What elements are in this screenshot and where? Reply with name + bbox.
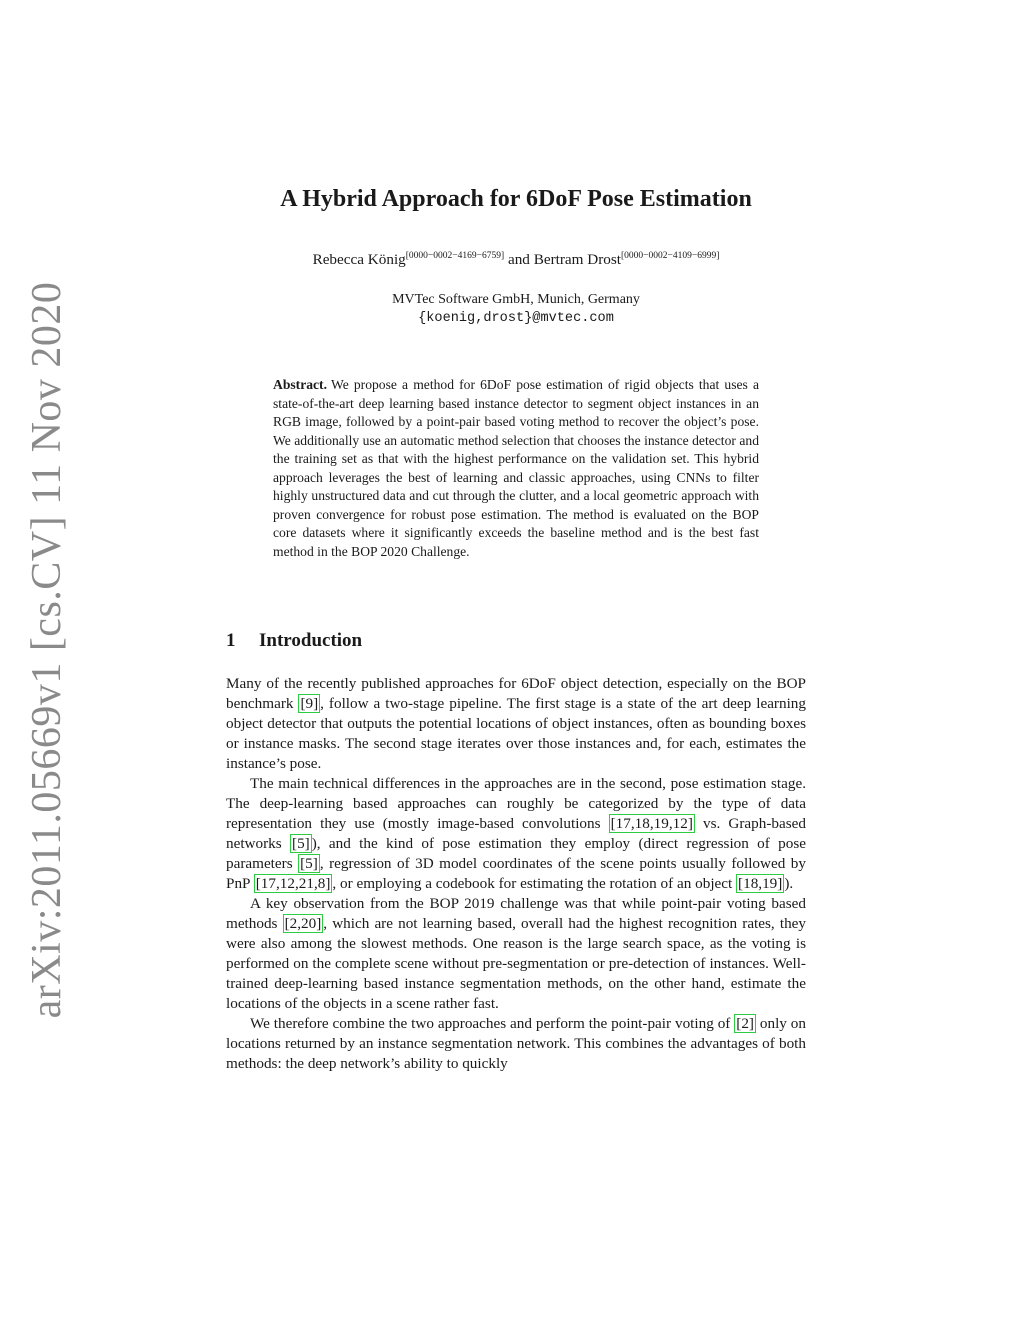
citation-link[interactable]: [17,12,21,8] [255, 875, 331, 892]
author-1-orcid[interactable]: [0000−0002−4169−6759] [405, 251, 505, 261]
paper-title: A Hybrid Approach for 6DoF Pose Estimation [280, 186, 752, 212]
intro-body [226, 674, 806, 1074]
p3-text-2: , which are not learning based, overall had the highest recognition rates, they were also among the slowest methods. One reason is the large search space, as the voting is performed on the complete scene without pre-segmentation or pre-detection of instances. Well-trained deep-learning based instance segmentation methods, on the other hand, estimate the locations of the objects in a scene rather fast. [226, 915, 806, 1012]
arxiv-identifier: arXiv:2011.05669v1 [cs.CV] 11 Nov 2020 [24, 281, 70, 1019]
author-1-name: Rebecca König [312, 251, 406, 268]
citation-link[interactable]: [5] [292, 835, 310, 852]
citation-link[interactable]: [17,18,19,12] [610, 815, 693, 832]
p2-text-1: The main technical differences in the approaches are in the second, pose estimation stage. The deep-learning based approaches can roughly be categorized by the type of data representation they use (mostly image-based convolutions [226, 775, 806, 832]
citation-link[interactable]: [18,19] [738, 875, 783, 892]
affiliation: MVTec Software GmbH, Munich, Germany [392, 292, 640, 307]
email[interactable]: {koenig,drost}@mvtec.com [418, 311, 614, 326]
abstract-text: We propose a method for 6DoF pose estimation of rigid objects that uses a state-of-the-art deep learning based instance detector to segment object instances in an RGB image, followed by a point-pair based voting method to recover the object’s pose. We additionally use an automatic method selection that chooses the instance detector and the training set as that with the highest performance on the validation set. This hybrid approach leverages the best of learning and classic approaches, using CNNs to filter highly unstructured data and cut through the clutter, and a local geometric approach with proven convergence for robust pose estimation. The method is evaluated on the BOP core datasets where it significantly exceeds the baseline method and is the best fast method in the BOP 2020 Challenge. [273, 377, 759, 559]
abstract-label: Abstract. [273, 377, 327, 392]
affiliation-block [226, 290, 806, 328]
paragraph-1 [226, 674, 806, 774]
paragraph-3 [226, 894, 806, 1014]
p3-text-1: A key observation from the BOP 2019 challenge was that while point-pair voting based methods [226, 895, 806, 932]
p2-text-2: vs. Graph-based networks [226, 815, 806, 852]
citation-link[interactable]: [2,20] [284, 915, 322, 932]
paragraph-2 [226, 774, 806, 894]
citation-link[interactable]: [2] [736, 1015, 754, 1032]
p2-text-6: ). [784, 875, 794, 892]
citation-link[interactable]: [5] [300, 855, 318, 872]
author-2-orcid[interactable]: [0000−0002−4109−6999] [621, 251, 720, 261]
p2-text-5: , or employing a codebook for estimating the rotation of an object [332, 875, 737, 892]
p2-text-4: , regression of 3D model coordinates of the scene points usually followed by PnP [226, 855, 806, 892]
section-heading [226, 630, 362, 652]
author-2-name: Bertram Drost [533, 251, 622, 268]
section-number: 1 [226, 630, 236, 651]
section-title: Introduction [259, 630, 363, 651]
author-line [226, 251, 806, 269]
p1-text-1: Many of the recently published approaches for 6DoF object detection, especially on the BOP benchmark [226, 675, 806, 712]
author-conjunction: and [507, 251, 530, 268]
abstract [273, 376, 759, 561]
citation-link[interactable]: [9] [300, 695, 319, 712]
p4-text-2: only on locations returned by an instance segmentation network. This combines the advantages of both methods: the deep network’s ability to quickly [226, 1015, 806, 1072]
p2-text-3: ), and the kind of pose estimation they employ (direct regression of pose parameters [226, 835, 806, 872]
paragraph-4 [226, 1014, 806, 1074]
p4-text-1: We therefore combine the two approaches and perform the point-pair voting of [250, 1015, 735, 1032]
p1-text-2: , follow a two-stage pipeline. The first stage is a state of the art deep learning object detector that outputs the potential locations of object instances, often as bounding boxes or instance masks. The second stage iterates over those instances and, for each, estimates the instance’s pose. [226, 695, 806, 772]
